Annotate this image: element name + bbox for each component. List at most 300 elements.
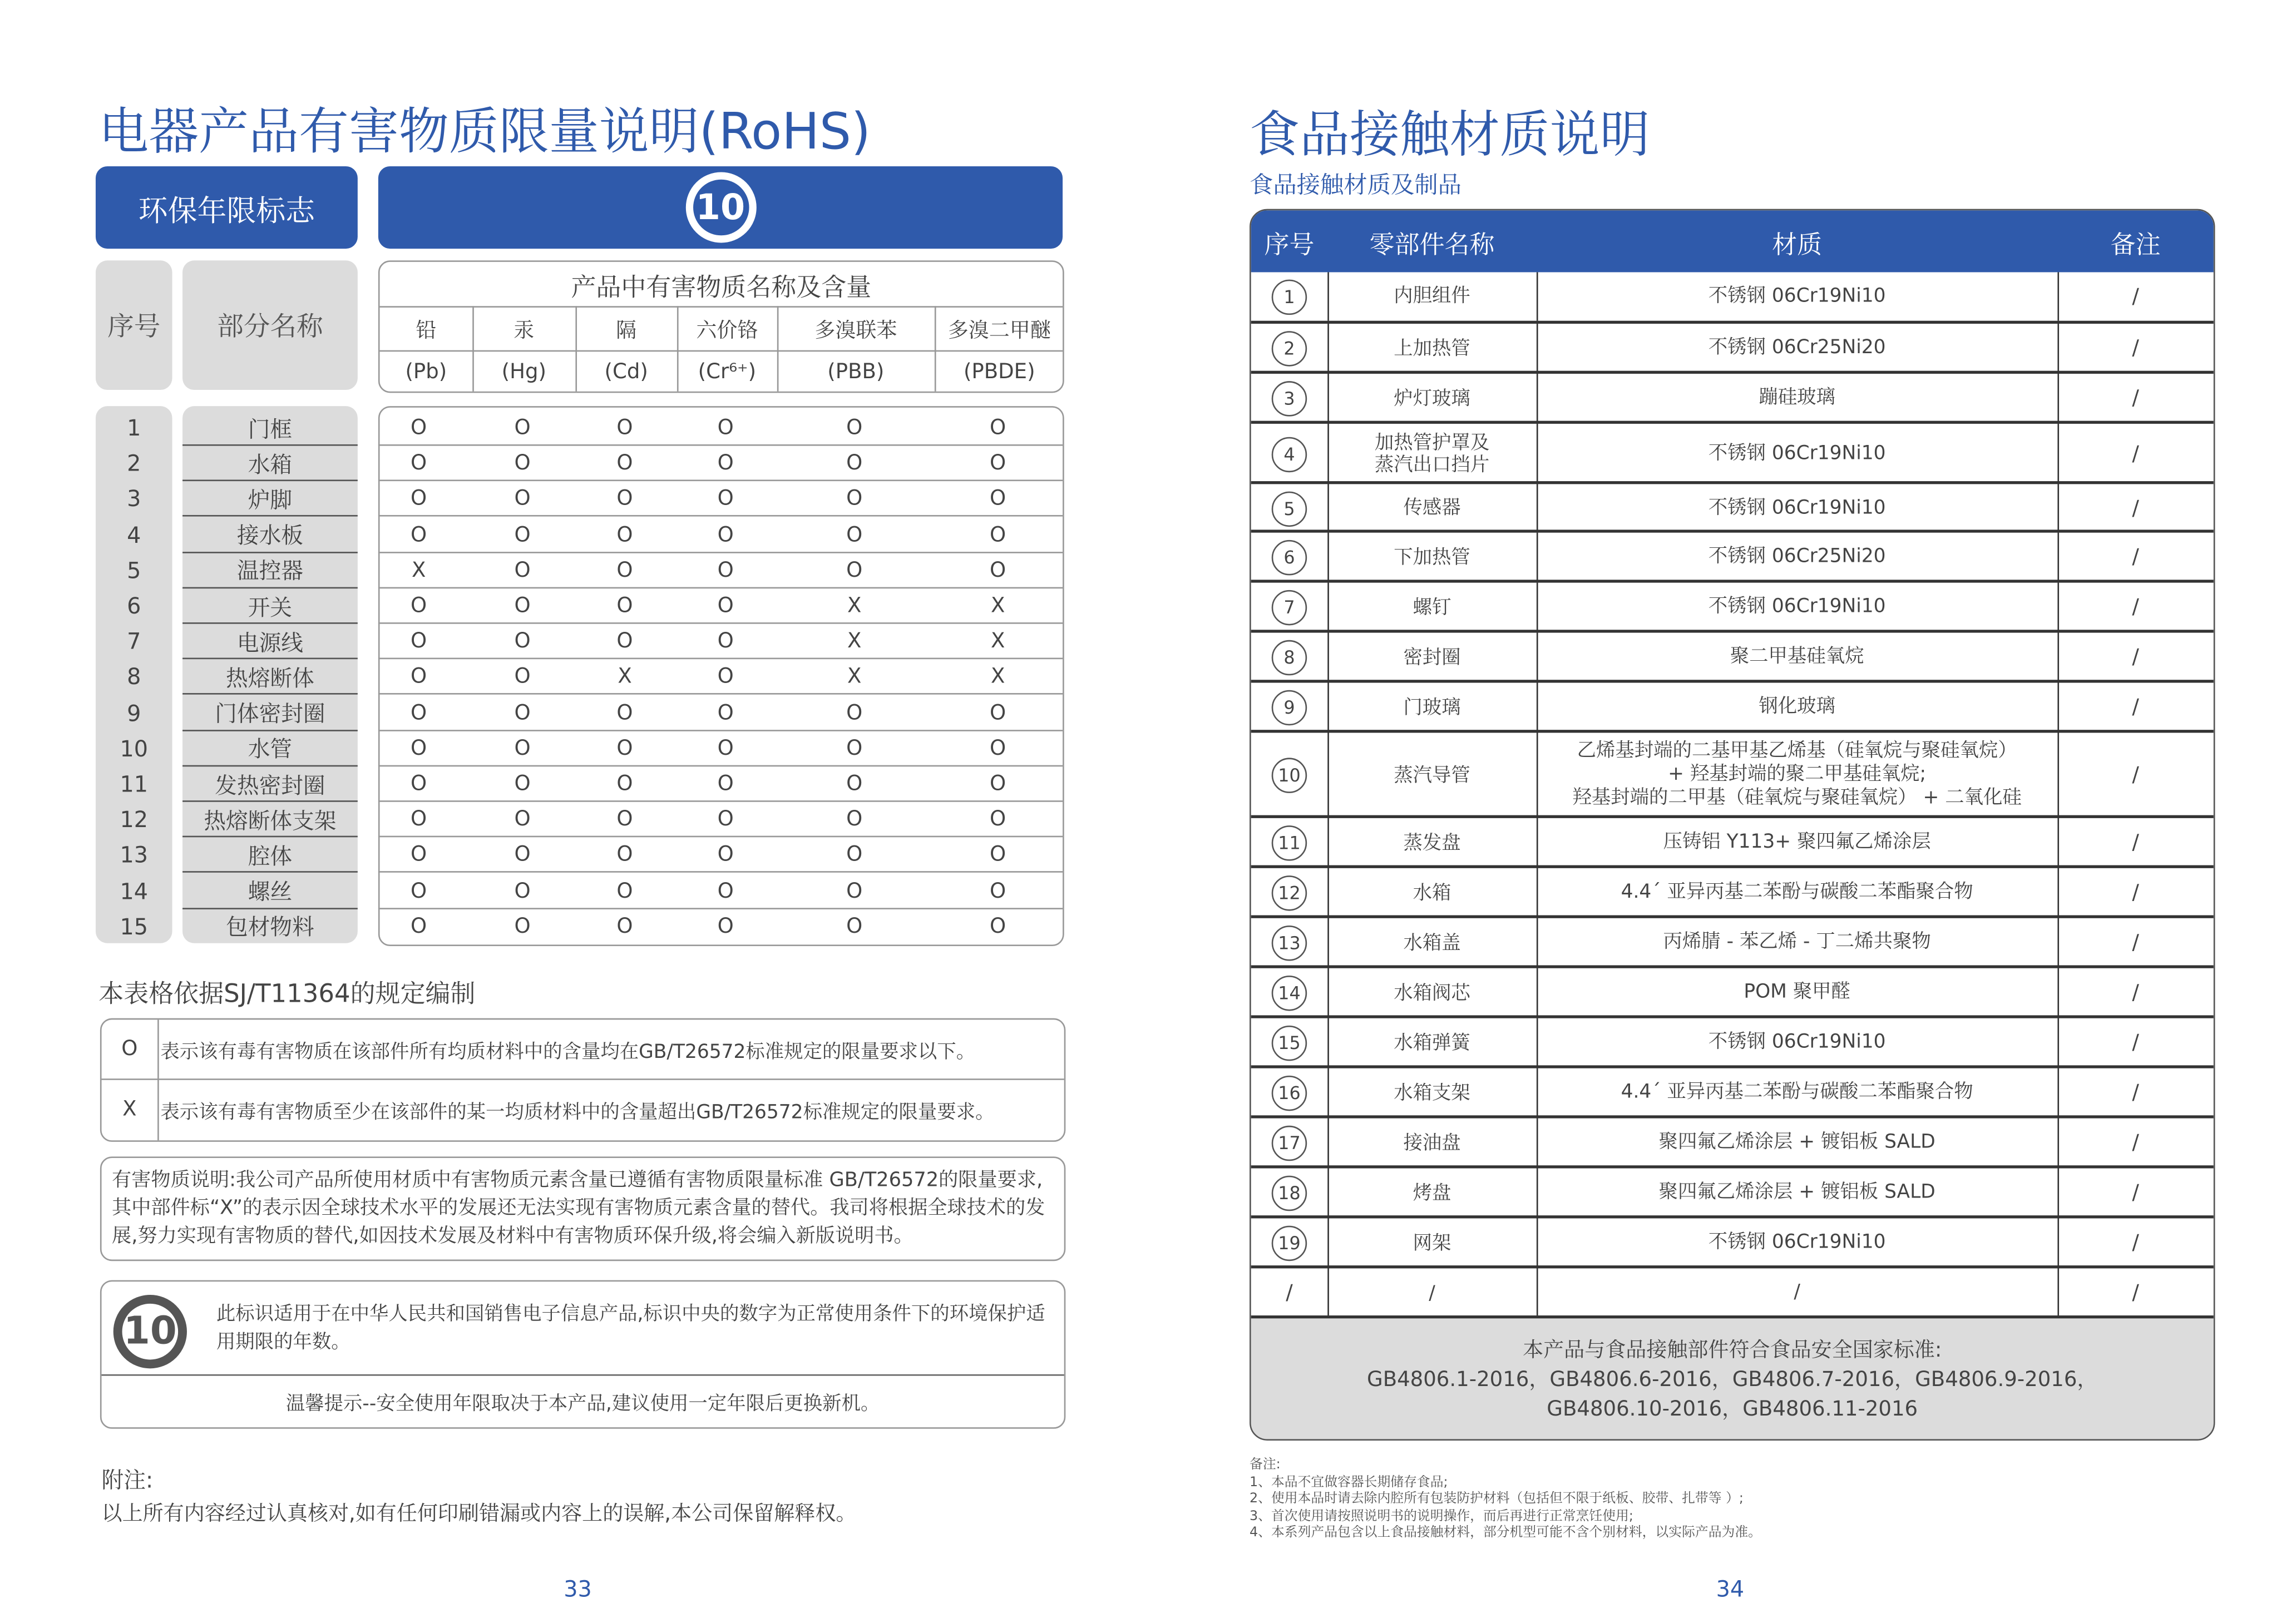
hazard-value: O	[411, 665, 427, 690]
row-number-circle: 5	[1272, 491, 1307, 526]
part-name: 水箱阀芯	[1394, 982, 1470, 1005]
part-name: /	[1429, 1282, 1435, 1305]
part-name: 门框	[248, 415, 293, 442]
row-number-cell	[1251, 683, 1328, 733]
hazard-value: O	[514, 523, 531, 547]
hazard-value: X	[847, 630, 862, 654]
row-number-circle: 12	[1272, 875, 1307, 911]
hazard-value: X	[411, 558, 426, 583]
hazard-value: O	[411, 416, 427, 441]
food-row	[1251, 1265, 2214, 1315]
row-number-circle: 19	[1272, 1226, 1307, 1261]
remark: /	[2132, 337, 2139, 361]
row-number: 11	[120, 771, 148, 798]
row-number: 4	[127, 522, 141, 548]
hazard-value: O	[616, 558, 633, 583]
part-name: 炉灯玻璃	[1394, 388, 1470, 410]
food-row	[1251, 916, 2214, 966]
header-group: 产品中有害物质名称及含量	[571, 273, 872, 303]
food-note-line: 3、首次使用请按照说明书的说明操作，而后再进行正常烹饪使用;	[1250, 1508, 1633, 1524]
part-name: 螺丝	[248, 878, 293, 905]
food-header-cell: 零部件名称	[1369, 230, 1495, 260]
material: 不锈钢 06Cr25Ni20	[1708, 546, 1886, 568]
hazard-value: O	[846, 416, 863, 441]
food-row	[1251, 1115, 2214, 1165]
hazard-value: O	[411, 843, 427, 868]
hazard-row	[0, 838, 1119, 873]
hazard-value: X	[618, 665, 632, 690]
row-number: 7	[127, 629, 141, 655]
remark: /	[2132, 981, 2139, 1005]
element-symbol: (Hg)	[501, 359, 546, 384]
row-number-circle: 2	[1272, 331, 1307, 366]
material: 聚四氟乙烯涂层 + 镀铝板 SALD	[1658, 1131, 1935, 1154]
legend-o-text: 表示该有毒有害物质在该部件所有均质材料中的含量均在GB/T26572标准规定的限量要求以下。	[160, 1041, 976, 1063]
row-number: 8	[127, 664, 141, 691]
food-row	[1251, 321, 2214, 371]
hazard-value: O	[616, 772, 633, 796]
row-number-cell	[1251, 918, 1328, 968]
part-name: 腔体	[248, 843, 293, 870]
part-name: 门体密封圈	[215, 700, 325, 728]
appendix-label: 附注:	[101, 1467, 154, 1494]
element-symbol: (Cr⁶⁺)	[698, 359, 757, 384]
remark: /	[2132, 546, 2139, 570]
row-number-circle: 1	[1272, 279, 1307, 314]
element-symbol: (PBDE)	[963, 359, 1035, 384]
hazard-value: O	[717, 879, 734, 903]
hazard-row	[0, 553, 1119, 588]
hazard-value: O	[846, 914, 863, 939]
part-name: 水管	[248, 736, 293, 763]
remark: /	[2132, 1131, 2139, 1155]
row-number-circle: 17	[1272, 1126, 1307, 1161]
row-number-cell	[1251, 324, 1328, 374]
food-row	[1251, 815, 2214, 865]
part-name: 开关	[248, 593, 293, 621]
eco-logo-box	[378, 166, 1063, 249]
part-name: 热熔断体	[226, 665, 314, 692]
element-name: 六价铬	[696, 318, 758, 343]
hazard-value: X	[990, 594, 1005, 618]
part-name: 电源线	[236, 629, 303, 656]
part-name: 烤盘	[1413, 1182, 1451, 1205]
row-number: 9	[127, 700, 141, 726]
hazard-value: O	[514, 879, 531, 903]
hazard-value: O	[514, 772, 531, 796]
hazard-value: O	[616, 594, 633, 618]
remark: /	[2132, 1181, 2139, 1205]
row-number-cell	[1251, 968, 1328, 1018]
mark-note: 此标识适用于在中华人民共和国销售电子信息产品,标识中央的数字为正常使用条件下的环境保护适用期限的年数。	[216, 1303, 1045, 1354]
hazard-value: X	[990, 665, 1005, 690]
page-number-left: 33	[564, 1576, 592, 1602]
remark: /	[2132, 646, 2139, 670]
hazard-value: O	[616, 736, 633, 761]
material: POM 聚甲醛	[1744, 981, 1850, 1004]
hazard-value: O	[411, 452, 427, 476]
hazard-value: O	[990, 843, 1006, 868]
hazard-value: O	[990, 452, 1006, 476]
food-table	[1250, 209, 2215, 1441]
hazard-row	[0, 624, 1119, 659]
hazard-header	[378, 260, 1064, 393]
food-row	[1251, 580, 2214, 630]
hazard-value: O	[990, 772, 1006, 796]
row-number-circle: 10	[1272, 758, 1307, 793]
food-header-cell: 序号	[1264, 230, 1315, 260]
hazard-value: O	[990, 914, 1006, 939]
hazard-value: O	[616, 879, 633, 903]
row-number-circle: 14	[1272, 976, 1307, 1011]
hazard-value: O	[717, 736, 734, 761]
row-number: 14	[120, 878, 148, 904]
safety-tip: 温馨提示--安全使用年限取决于本产品,建议使用一定年限后更换新机。	[285, 1392, 880, 1415]
hazard-value: O	[717, 843, 734, 868]
part-name: 加热管护罩及 蒸汽出口挡片	[1374, 432, 1490, 476]
hazard-value: O	[514, 416, 531, 441]
hazard-value: O	[717, 701, 734, 725]
food-footer	[1251, 1315, 2214, 1441]
row-number-cell	[1251, 818, 1328, 868]
row-number-cell	[1251, 1218, 1328, 1268]
part-name: 网架	[1413, 1232, 1451, 1255]
part-name: 蒸汽导管	[1394, 764, 1470, 787]
row-number-cell	[1251, 1169, 1328, 1219]
row-number: 2	[127, 451, 141, 477]
part-name: 接水板	[236, 522, 303, 550]
hazard-value: O	[717, 665, 734, 690]
remark: /	[2132, 764, 2139, 788]
row-number-circle: 4	[1272, 436, 1307, 471]
row-number-circle: 16	[1272, 1076, 1307, 1111]
remark: /	[2132, 931, 2139, 955]
remark: /	[2132, 442, 2139, 466]
part-name: 发热密封圈	[215, 771, 325, 799]
remark: /	[2132, 881, 2139, 905]
hazard-value: O	[717, 630, 734, 654]
hazard-row	[0, 909, 1119, 944]
row-number-cell	[1251, 633, 1328, 683]
hazard-value: O	[990, 701, 1006, 725]
hazard-value: O	[616, 523, 633, 547]
material: 不锈钢 06Cr19Ni10	[1708, 1231, 1886, 1254]
part-name: 密封圈	[1403, 646, 1461, 669]
hazard-value: O	[616, 701, 633, 725]
food-row	[1251, 630, 2214, 680]
hazard-value: O	[846, 701, 863, 725]
header-part: 部分名称	[182, 260, 358, 390]
hazard-value: X	[990, 630, 1005, 654]
row-number: 6	[127, 593, 141, 620]
food-row	[1251, 730, 2214, 815]
remark: /	[2132, 831, 2139, 855]
food-subtitle: 食品接触材质及制品	[1250, 170, 1462, 199]
hazard-value: O	[616, 808, 633, 832]
food-row	[1251, 481, 2214, 530]
material: 4.4ˊ 亚异丙基二苯酚与碳酸二苯酯聚合物	[1621, 1081, 1973, 1104]
part-name: 热熔断体支架	[204, 807, 337, 834]
row-number-cell	[1251, 868, 1328, 918]
material: 丙烯腈 - 苯乙烯 - 丁二烯共聚物	[1663, 931, 1931, 954]
element-name: 隔	[616, 318, 637, 343]
hazard-value: O	[411, 772, 427, 796]
hazard-value: X	[847, 594, 862, 618]
hazard-value: O	[514, 558, 531, 583]
hazard-value: O	[717, 452, 734, 476]
part-name: 水箱支架	[1394, 1082, 1470, 1105]
hazard-value: O	[846, 772, 863, 796]
hazard-value: O	[990, 523, 1006, 547]
row-number-circle: 3	[1272, 381, 1307, 416]
hazard-row	[0, 517, 1119, 552]
food-note-line: 备注:	[1250, 1458, 1281, 1473]
hazard-value: O	[616, 487, 633, 512]
header-no: 序号	[96, 260, 172, 390]
mark-box	[100, 1280, 1065, 1429]
part-name: 内胆组件	[1394, 285, 1470, 308]
legend-box	[100, 1018, 1065, 1142]
hazard-value: O	[990, 736, 1006, 761]
food-row	[1251, 1015, 2214, 1065]
food-note-line: 2、使用本品时请去除内腔所有包装防护材料（包括但不限于纸板、胶带、扎带等 ）;	[1250, 1492, 1744, 1507]
hazard-row	[0, 802, 1119, 837]
hazard-row	[0, 695, 1119, 730]
hazard-row	[0, 873, 1119, 908]
legend-x-text: 表示该有毒有害物质至少在该部件的某一均质材料中的含量超出GB/T26572标准规定的限量要求。	[160, 1101, 995, 1124]
hazard-value: O	[717, 558, 734, 583]
hazard-value: X	[847, 665, 862, 690]
row-number-cell	[1251, 1018, 1328, 1068]
hazard-value: O	[514, 843, 531, 868]
remark: /	[2132, 1281, 2139, 1305]
hazard-value: O	[990, 558, 1006, 583]
hazard-value: O	[717, 594, 734, 618]
eco-10-mark-icon: 10	[113, 1295, 187, 1368]
row-number: 3	[127, 486, 141, 513]
material: 乙烯基封端的二基甲基乙烯基（硅氧烷与聚硅氧烷） + 羟基封端的聚二甲基硅氧烷; 羟基封端的二甲基（硅氧烷与聚硅氧烷） + 二氧化硅	[1572, 740, 2022, 810]
element-symbol: (Cd)	[604, 359, 648, 384]
hazard-value: O	[514, 452, 531, 476]
part-name: 温控器	[236, 558, 303, 585]
element-name: 汞	[513, 318, 535, 343]
part-name: 水箱弹簧	[1394, 1032, 1470, 1055]
material: 不锈钢 06Cr19Ni10	[1708, 1031, 1886, 1054]
food-note-line: 4、本系列产品包含以上食品接触材料，部分机型可能不含个别材料，以实际产品为准。	[1250, 1526, 1761, 1541]
material: 不锈钢 06Cr19Ni10	[1708, 284, 1886, 307]
legend-o-symbol: O	[121, 1037, 138, 1061]
eco-10-icon: 10	[685, 172, 756, 243]
hazard-value: O	[411, 808, 427, 832]
part-name: 蒸发盘	[1403, 832, 1461, 854]
row-number-cell	[1251, 272, 1328, 320]
page-number-right: 34	[1716, 1576, 1745, 1602]
row-number-cell	[1251, 484, 1328, 532]
material: 聚四氟乙烯涂层 + 镀铝板 SALD	[1658, 1181, 1935, 1204]
row-number: 15	[120, 913, 148, 940]
hazard-row	[0, 588, 1119, 624]
food-note-line: 1、本品不宜做容器长期储存食品;	[1250, 1475, 1448, 1490]
remark: /	[2132, 496, 2139, 521]
hazard-value: O	[846, 523, 863, 547]
hazard-row	[0, 482, 1119, 517]
hazard-value: O	[616, 452, 633, 476]
material: 不锈钢 06Cr19Ni10	[1708, 496, 1886, 519]
food-row	[1251, 865, 2214, 916]
hazard-value: O	[990, 879, 1006, 903]
food-row	[1251, 530, 2214, 580]
hazard-value: O	[514, 487, 531, 512]
food-row	[1251, 1065, 2214, 1115]
food-row	[1251, 965, 2214, 1015]
hazard-value: O	[846, 452, 863, 476]
part-name: 水箱盖	[1403, 932, 1461, 954]
food-title: 食品接触材质说明	[1250, 106, 1650, 165]
row-number-circle: 15	[1272, 1026, 1307, 1061]
row-number-circle: 6	[1272, 540, 1307, 575]
element-name: 多溴联苯	[814, 318, 897, 343]
hazard-value: O	[616, 630, 633, 654]
hazard-value: O	[411, 594, 427, 618]
material: 钢化玻璃	[1759, 696, 1835, 719]
element-symbol: (Pb)	[405, 359, 447, 384]
hazard-value: O	[514, 594, 531, 618]
hazard-row	[0, 660, 1119, 695]
basis-note: 本表格依据SJ/T11364的规定编制	[98, 979, 476, 1010]
food-header-cell: 备注	[2110, 230, 2161, 260]
row-number-cell	[1251, 583, 1328, 633]
hazard-row	[0, 766, 1119, 801]
remark: /	[2132, 596, 2139, 620]
element-name: 多溴二甲醚	[947, 318, 1051, 343]
material: 4.4ˊ 亚异丙基二苯酚与碳酸二苯酯聚合物	[1621, 881, 1973, 904]
hazard-value: O	[846, 879, 863, 903]
row-number-circle: 13	[1272, 926, 1307, 961]
hazard-value: O	[846, 843, 863, 868]
hazard-value: O	[514, 665, 531, 690]
remark: /	[2132, 1231, 2139, 1255]
remark: /	[2132, 1081, 2139, 1105]
remark: /	[2132, 387, 2139, 411]
hazard-value: O	[717, 416, 734, 441]
food-row	[1251, 680, 2214, 730]
row-number-circle: 18	[1272, 1176, 1307, 1211]
legend-x-symbol: X	[122, 1097, 137, 1121]
hazard-value: O	[411, 914, 427, 939]
hazard-value: O	[846, 808, 863, 832]
row-number-cell	[1251, 733, 1328, 818]
part-name: 水箱	[248, 451, 293, 478]
part-name: 下加热管	[1394, 546, 1470, 569]
hazard-value: O	[411, 523, 427, 547]
row-number-cell	[1251, 1119, 1328, 1169]
row-number: 10	[120, 735, 148, 762]
hazard-value: O	[411, 736, 427, 761]
row-number-circle: 7	[1272, 590, 1307, 625]
hazard-value: O	[514, 701, 531, 725]
hazard-value: O	[717, 772, 734, 796]
hazard-value: O	[846, 558, 863, 583]
food-standards: 本产品与食品接触部件符合食品安全国家标准: GB4806.1-2016，GB4806.6-2016，GB4806.7-2016，GB4806.9-2016， GB4806.10-2016，GB4806.11-2016	[1367, 1339, 2098, 1422]
food-notes	[1250, 1458, 1761, 1543]
row-number-cell	[1251, 374, 1328, 424]
row-number: 1	[127, 415, 141, 442]
hazard-value: O	[616, 914, 633, 939]
appendix-text: 以上所有内容经过认真核对,如有任何印刷错漏或内容上的误解,本公司保留解释权。	[101, 1502, 857, 1526]
row-number-cell	[1251, 1068, 1328, 1119]
food-row	[1251, 1215, 2214, 1265]
hazard-value: O	[411, 630, 427, 654]
row-number-circle: 9	[1272, 690, 1307, 725]
hazard-value: O	[717, 523, 734, 547]
hazard-note: 有害物质说明:我公司产品所使用材质中有害物质元素含量已遵循有害物质限量标准 GB/T26572的限量要求,其中部件标“X”的表示因全球技术水平的发展还无法实现有害物质元素含量的替代。我司将根据全球技术的发展,努力实现有害物质的替代,如因技术发展及材料中有害物质环保升级,将会编入新版说明书。	[100, 1156, 1065, 1261]
hazard-value: O	[717, 808, 734, 832]
hazard-value: O	[717, 487, 734, 512]
hazard-value: O	[717, 914, 734, 939]
hazard-value: O	[514, 808, 531, 832]
hazard-value: O	[411, 701, 427, 725]
row-number-cell: /	[1286, 1281, 1293, 1305]
hazard-row	[0, 446, 1119, 481]
row-number: 5	[127, 557, 141, 584]
remark: /	[2132, 696, 2139, 720]
part-name: 包材物料	[226, 914, 314, 941]
hazard-row	[0, 410, 1119, 446]
hazard-value: O	[990, 487, 1006, 512]
hazard-value: O	[616, 843, 633, 868]
hazard-value: O	[514, 630, 531, 654]
part-name: 螺钉	[1413, 596, 1451, 619]
element-symbol: (PBB)	[827, 359, 885, 384]
material: /	[1794, 1281, 1800, 1304]
row-number: 13	[120, 842, 148, 869]
food-row	[1251, 421, 2214, 481]
material: 不锈钢 06Cr19Ni10	[1708, 596, 1886, 618]
material: 不锈钢 06Cr25Ni20	[1708, 337, 1886, 359]
material: 压铸铝 Y113+ 聚四氟乙烯涂层	[1663, 831, 1931, 854]
remark: /	[2132, 1031, 2139, 1055]
material: 聚二甲基硅氧烷	[1730, 646, 1864, 669]
hazard-value: O	[990, 808, 1006, 832]
material: 蹦硅玻璃	[1759, 387, 1835, 409]
hazard-value: O	[411, 487, 427, 512]
hazard-value: O	[846, 487, 863, 512]
part-name: 炉脚	[248, 487, 293, 513]
hazard-value: O	[411, 879, 427, 903]
hazard-value: O	[514, 736, 531, 761]
row-number-cell	[1251, 424, 1328, 484]
hazard-value: O	[514, 914, 531, 939]
row-number-circle: 11	[1272, 825, 1307, 860]
hazard-value: O	[846, 736, 863, 761]
row-number: 12	[120, 806, 148, 833]
remark: /	[2132, 284, 2139, 309]
row-number-cell	[1251, 533, 1328, 583]
material: 不锈钢 06Cr19Ni10	[1708, 442, 1886, 464]
hazard-value: O	[616, 416, 633, 441]
food-row	[1251, 371, 2214, 421]
hazard-value: O	[990, 416, 1006, 441]
part-name: 上加热管	[1394, 338, 1470, 360]
part-name: 传感器	[1403, 497, 1461, 519]
food-row	[1251, 1165, 2214, 1215]
part-name: 接油盘	[1403, 1132, 1461, 1155]
eco-label-box: 环保年限标志	[96, 166, 358, 249]
food-row	[1251, 272, 2214, 320]
part-name: 水箱	[1413, 882, 1451, 904]
row-number-circle: 8	[1272, 640, 1307, 675]
food-header-cell: 材质	[1772, 230, 1823, 260]
